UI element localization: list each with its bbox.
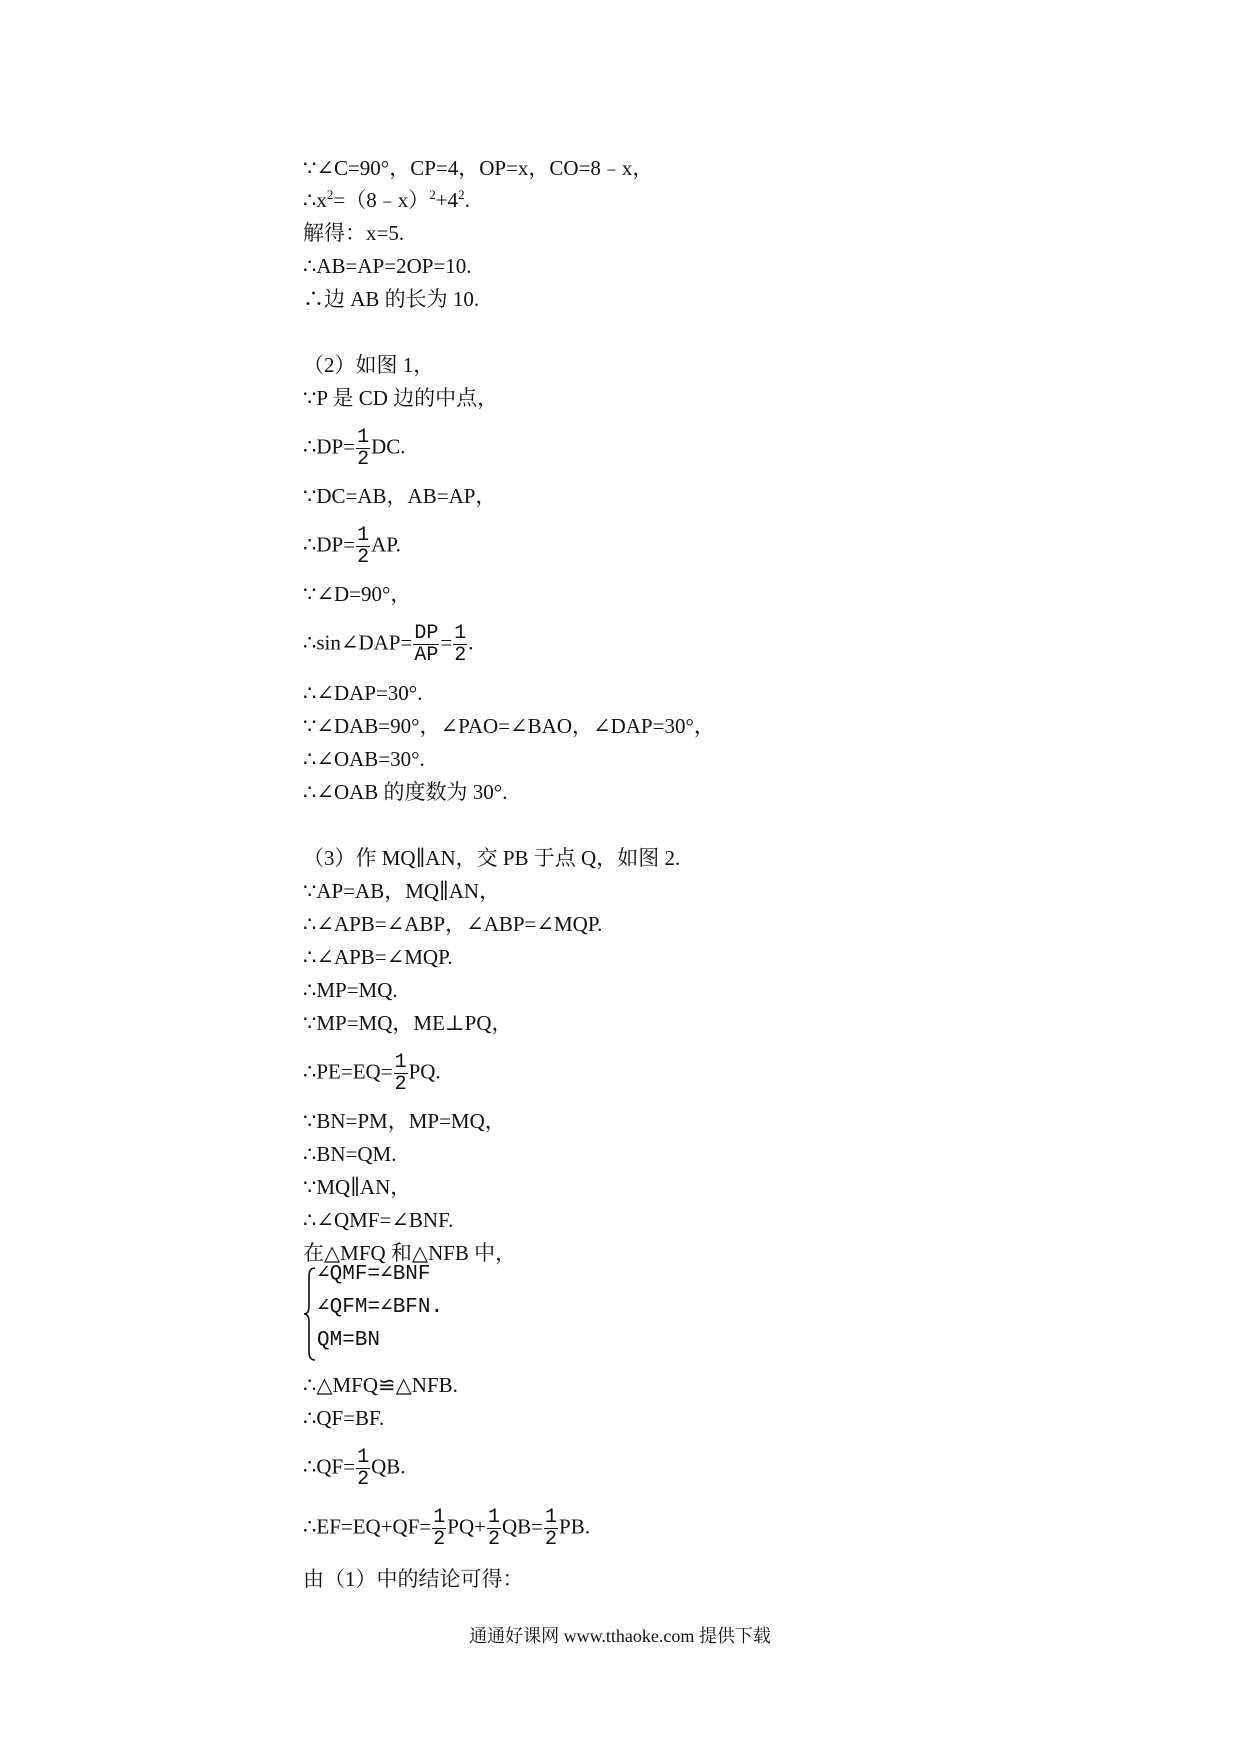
fraction: $\frac{1}{2}$ xyxy=(433,1506,446,1551)
system-row-3: QM=BN xyxy=(317,1329,381,1352)
fraction: $\frac{1}{2}$ xyxy=(487,1506,500,1551)
line-2: $\therefore x^2=(8﹣x)^2+4^2$. xyxy=(303,187,470,212)
line-21: ∴MP=MQ. xyxy=(303,978,398,1002)
line-1: ∵∠C=90°，CP=4，OP=x，CO=8﹣x， xyxy=(303,156,654,180)
line-32: ∴EF=EQ+QF= $\frac{1}{2}$ PQ+ $\frac{1}{2}$ QB= $\frac{1}{2}$ PB. xyxy=(303,1506,590,1551)
line-6: （2）如图 1， xyxy=(303,353,435,377)
page-footer: 通通好课网 www.tthaoke.com 提供下载 xyxy=(469,1626,771,1646)
line-11: ∵∠D=90°， xyxy=(303,582,412,606)
system-row-2: ∠QFM=∠BFN. xyxy=(317,1296,444,1319)
line-19: ∴∠APB=∠ABP，∠ABP=∠MQP. xyxy=(303,912,603,936)
line-15: ∴∠OAB=30°. xyxy=(303,747,425,771)
line-5: ∴边 AB 的长为 10. xyxy=(303,287,480,311)
equation-system xyxy=(303,1262,523,1362)
line-25: ∴BN=QM. xyxy=(303,1142,397,1166)
line-10: ∴DP= $\frac{1}{2}$ AP. xyxy=(303,524,401,569)
line-14: ∵∠DAB=90°，∠PAO=∠BAO，∠DAP=30°， xyxy=(303,714,715,738)
fraction: $\frac{1}{2}$ xyxy=(357,524,370,569)
line-4: ∴AB=AP=2OP=10. xyxy=(303,254,472,278)
line-7: ∵P 是 CD 边的中点， xyxy=(303,386,499,410)
line-30: ∴QF=BF. xyxy=(303,1406,385,1430)
line-26: ∵MQ∥AN， xyxy=(303,1175,412,1199)
line-3: 解得：x=5. xyxy=(303,221,405,245)
line-12: ∴sin∠DAP= $\frac{DP}{AP}$ = $\frac{1}{2}$ . xyxy=(303,622,474,667)
line-20: ∴∠APB=∠MQP. xyxy=(303,945,453,969)
fraction: $\frac{DP}{AP}$ xyxy=(414,622,439,667)
line-27: ∴∠QMF=∠BNF. xyxy=(303,1208,454,1232)
line-24: ∵BN=PM，MP=MQ， xyxy=(303,1109,506,1133)
line-33: 由（1）中的结论可得： xyxy=(303,1567,524,1591)
fraction: $\frac{1}{2}$ xyxy=(545,1506,558,1551)
line-31: ∴QF= $\frac{1}{2}$ QB. xyxy=(303,1446,406,1491)
left-brace-icon xyxy=(303,1266,317,1362)
fraction: $\frac{1}{2}$ xyxy=(357,1446,370,1491)
line-22: ∵MP=MQ，ME⊥PQ， xyxy=(303,1011,513,1035)
line-29: ∴△MFQ≌△NFB. xyxy=(303,1373,458,1397)
line-13: ∴∠DAP=30°. xyxy=(303,681,423,705)
line-8: ∴DP= $\frac{1}{2}$ DC. xyxy=(303,426,406,471)
fraction: $\frac{1}{2}$ xyxy=(454,622,467,667)
line-23: ∴PE=EQ= $\frac{1}{2}$ PQ. xyxy=(303,1051,441,1096)
system-row-1: ∠QMF=∠BNF xyxy=(317,1263,431,1286)
fraction: $\frac{1}{2}$ xyxy=(394,1051,407,1096)
line-16: ∴∠OAB 的度数为 30°. xyxy=(303,780,508,804)
line-9: ∵DC=AB，AB=AP， xyxy=(303,484,497,508)
line-28: 在△MFQ 和△NFB 中， xyxy=(303,1241,517,1265)
line-18: ∵AP=AB，MQ∥AN， xyxy=(303,879,501,903)
fraction: $\frac{1}{2}$ xyxy=(357,426,370,471)
line-17: （3）作 MQ∥AN，交 PB 于点 Q，如图 2. xyxy=(303,846,681,870)
